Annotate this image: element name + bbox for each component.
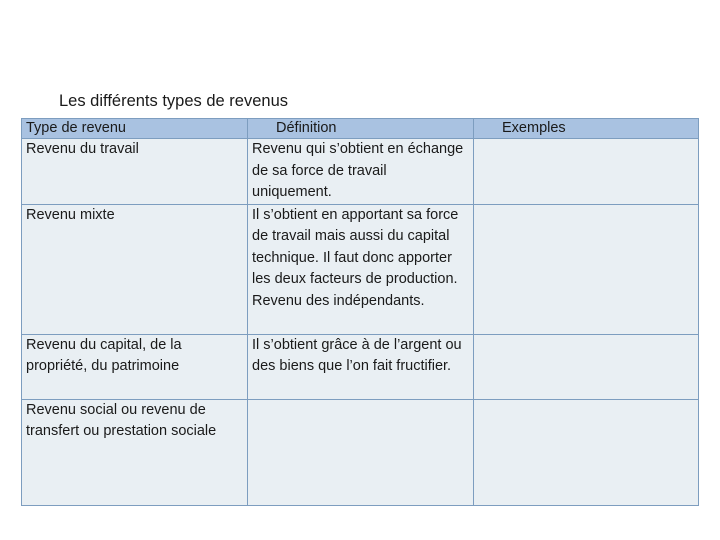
header-exemples: Exemples [474,119,699,139]
cell-type: Revenu social ou revenu de transfert ou prestation sociale [22,399,248,505]
table-header [22,119,699,139]
cell-type: Revenu mixte [22,204,248,334]
table-row [22,139,699,205]
header-type-de-revenu: Type de revenu [22,119,248,139]
cell-definition [248,399,474,505]
cell-examples [474,334,699,399]
cell-type: Revenu du travail [22,139,248,205]
cell-definition: Il s’obtient en apportant sa force de travail mais aussi du capital technique. Il faut donc apporter les deux facteurs de production. Revenu des indépendants. [248,204,474,334]
table-row [22,204,699,334]
cell-examples [474,204,699,334]
slide-title: Les différents types de revenus [59,92,289,110]
table-body [22,139,699,506]
revenue-types-table [21,118,699,506]
header-definition: Définition [248,119,474,139]
table-row [22,334,699,399]
cell-examples [474,139,699,205]
cell-definition: Revenu qui s’obtient en échange de sa force de travail uniquement. [248,139,474,205]
table-row [22,399,699,505]
cell-type: Revenu du capital, de la propriété, du patrimoine [22,334,248,399]
header-row [22,119,699,139]
cell-definition: Il s’obtient grâce à de l’argent ou des biens que l’on fait fructifier. [248,334,474,399]
cell-examples [474,399,699,505]
